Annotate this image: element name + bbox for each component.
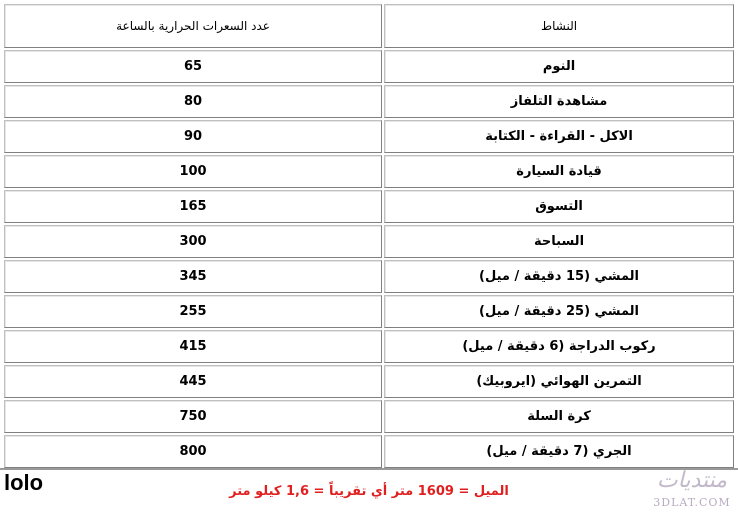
table-body bbox=[4, 50, 734, 468]
table-row bbox=[4, 435, 734, 468]
activity-cell: مشاهدة التلفاز bbox=[384, 85, 734, 118]
calories-cell: 415 bbox=[4, 330, 382, 363]
watermark-site: 3DLAT.COM bbox=[653, 496, 731, 509]
calories-cell: 100 bbox=[4, 155, 382, 188]
watermark bbox=[652, 466, 732, 518]
header-activity: النشاط bbox=[384, 4, 734, 48]
table-row bbox=[4, 225, 734, 258]
calories-cell: 345 bbox=[4, 260, 382, 293]
table-row bbox=[4, 260, 734, 293]
table-row bbox=[4, 155, 734, 188]
table-row bbox=[4, 190, 734, 223]
table-row bbox=[4, 120, 734, 153]
activity-cell: الجري (7 دقيقة / ميل) bbox=[384, 435, 734, 468]
watermark-script: منتديات bbox=[656, 468, 728, 493]
calories-cell: 80 bbox=[4, 85, 382, 118]
table-header-row bbox=[4, 4, 734, 48]
table-row bbox=[4, 295, 734, 328]
calories-cell: 65 bbox=[4, 50, 382, 83]
table-row bbox=[4, 365, 734, 398]
calories-cell: 90 bbox=[4, 120, 382, 153]
table-row bbox=[4, 85, 734, 118]
activity-cell: النوم bbox=[384, 50, 734, 83]
activity-cell: كرة السلة bbox=[384, 400, 734, 433]
activity-cell: المشي (15 دقيقة / ميل) bbox=[384, 260, 734, 293]
calories-cell: 445 bbox=[4, 365, 382, 398]
table-row bbox=[4, 50, 734, 83]
activity-cell: قيادة السيارة bbox=[384, 155, 734, 188]
calories-cell: 165 bbox=[4, 190, 382, 223]
table-row bbox=[4, 400, 734, 433]
calories-cell: 800 bbox=[4, 435, 382, 468]
activity-cell: السباحة bbox=[384, 225, 734, 258]
activity-cell: ركوب الدراجة (6 دقيقة / ميل) bbox=[384, 330, 734, 363]
header-calories: عدد السعرات الحرارية بالساعة bbox=[4, 4, 382, 48]
calories-cell: 750 bbox=[4, 400, 382, 433]
activity-cell: المشي (25 دقيقة / ميل) bbox=[384, 295, 734, 328]
table-row bbox=[4, 330, 734, 363]
activity-cell: الاكل - القراءة - الكتابة bbox=[384, 120, 734, 153]
activity-cell: التمرين الهوائي (ايروبيك) bbox=[384, 365, 734, 398]
activity-cell: التسوق bbox=[384, 190, 734, 223]
mile-note: الميل = 1609 متر أي تقريباً = 1,6 كيلو متر bbox=[229, 484, 509, 499]
calories-table bbox=[2, 2, 736, 470]
logo-text: lolo bbox=[4, 470, 44, 495]
calories-cell: 300 bbox=[4, 225, 382, 258]
calories-cell: 255 bbox=[4, 295, 382, 328]
